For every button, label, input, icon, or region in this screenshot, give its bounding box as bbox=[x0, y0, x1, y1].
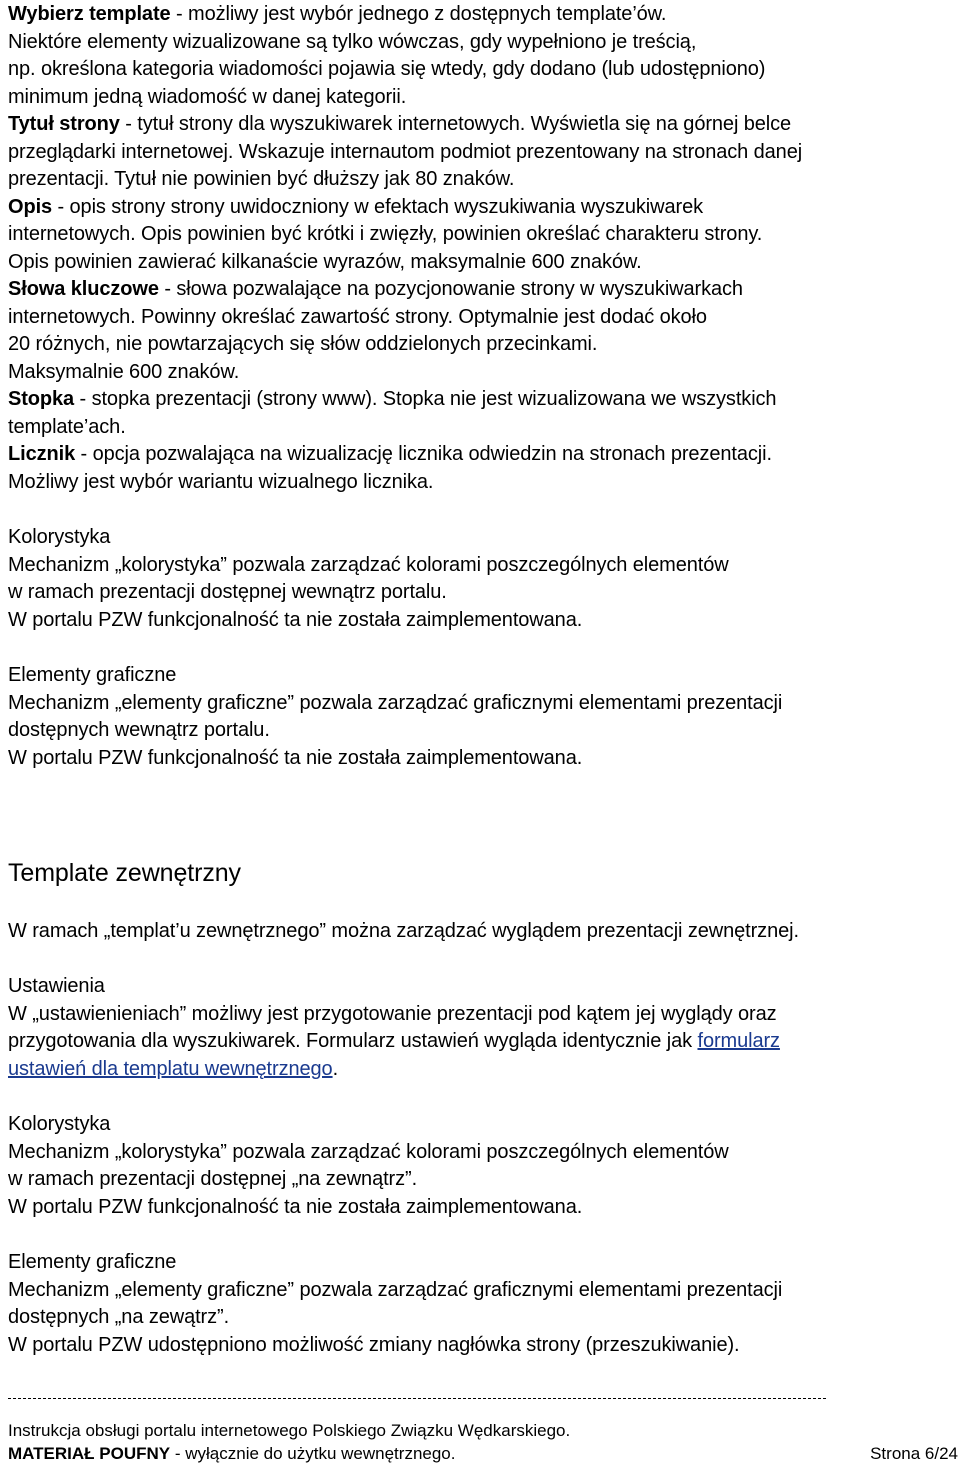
footer-divider bbox=[8, 1398, 826, 1399]
title-line-1 bbox=[8, 110, 791, 138]
settings-line-2-text: przygotowania dla wyszukiwarek. Formularz ustawień wygląda identycznie jak bbox=[8, 1030, 698, 1052]
title-line-3: prezentacji. Tytuł nie powinien być dłuższy jak 80 znaków. bbox=[8, 168, 515, 190]
colors-line-2: w ramach prezentacji dostępnej wewnątrz portalu. bbox=[8, 581, 447, 603]
ext-colors-line-1: Mechanizm „kolorystyka” pozwala zarządzać kolorami poszczególnych elementów bbox=[8, 1140, 729, 1163]
template-choice-text: - możliwy jest wybór jednego z dostępnych template’ów. bbox=[170, 3, 667, 25]
description-line-1 bbox=[8, 193, 703, 221]
settings-line-3 bbox=[8, 1055, 338, 1083]
footer-option-term: Stopka bbox=[8, 388, 75, 410]
keywords-line-2: internetowych. Powinny określać zawartość strony. Optymalnie jest dodać około bbox=[8, 305, 707, 328]
ext-graphics-line-2: dostępnych „na zewątrz”. bbox=[8, 1306, 230, 1328]
footer-manual-title: Instrukcja obsługi portalu internetowego Polskiego Związku Wędkarskiego. bbox=[8, 1421, 571, 1440]
footer-confidential-text: - wyłącznie do użytku wewnętrznego. bbox=[170, 1444, 456, 1463]
colors-line-3: W portalu PZW funkcjonalność ta nie została zaimplementowana. bbox=[8, 608, 583, 631]
settings-heading: Ustawienia bbox=[8, 975, 105, 997]
ext-graphics-line-1: Mechanizm „elementy graficzne” pozwala zarządzać graficznymi elementami prezentacji bbox=[8, 1278, 783, 1301]
ext-colors-line-3: W portalu PZW funkcjonalność ta nie została zaimplementowana. bbox=[8, 1195, 583, 1218]
title-text: - tytuł strony dla wyszukiwarek internetowych. Wyświetla się na górnej belce bbox=[119, 113, 792, 135]
graphics-line-2: dostępnych wewnątrz portalu. bbox=[8, 719, 270, 741]
title-line-2: przeglądarki internetowej. Wskazuje internautom podmiot prezentowany na stronach danej bbox=[8, 140, 803, 163]
graphics-line-3: W portalu PZW funkcjonalność ta nie została zaimplementowana. bbox=[8, 746, 583, 769]
colors-line-1: Mechanizm „kolorystyka” pozwala zarządzać kolorami poszczególnych elementów bbox=[8, 553, 729, 576]
keywords-text: - słowa pozwalające na pozycjonowanie strony w wyszukiwarkach bbox=[158, 278, 743, 300]
footer-option-line-1 bbox=[8, 385, 776, 413]
ext-graphics-heading: Elementy graficzne bbox=[8, 1251, 177, 1273]
graphics-heading: Elementy graficzne bbox=[8, 664, 177, 686]
footer-option-text: - stopka prezentacji (strony www). Stopka nie jest wizualizowana we wszystkich bbox=[74, 388, 777, 410]
settings-line-3-end: . bbox=[332, 1057, 339, 1080]
colors-heading: Kolorystyka bbox=[8, 526, 111, 548]
ext-colors-line-2: w ramach prezentacji dostępnej „na zewnątrz”. bbox=[8, 1168, 418, 1190]
description-term: Opis bbox=[8, 195, 53, 218]
keywords-line-3: 20 różnych, nie powtarzających się słów oddzielonych przecinkami. bbox=[8, 333, 598, 355]
template-choice-line-3: np. określona kategoria wiadomości pojawia się wtedy, gdy dodano (lub udostępniono) bbox=[8, 58, 766, 80]
settings-form-link[interactable]: formularz bbox=[697, 1030, 780, 1052]
settings-line-1: W „ustawienieniach” możliwy jest przygotowanie prezentacji pod kątem jej wyglądy oraz bbox=[8, 1002, 777, 1025]
template-choice-line-2: Niektóre elementy wizualizowane są tylko wówczas, gdy wypełniono je treścią, bbox=[8, 30, 697, 53]
footer-confidential bbox=[8, 1443, 455, 1465]
template-choice-line-4: minimum jedną wiadomość w danej kategorii. bbox=[8, 85, 407, 108]
section-intro: W ramach „templat’u zewnętrznego” można zarządzać wyglądem prezentacji zewnętrznej. bbox=[8, 920, 799, 942]
counter-line-1 bbox=[8, 440, 772, 468]
title-term: Tytuł strony bbox=[8, 113, 120, 135]
counter-term: Licznik bbox=[8, 443, 76, 465]
ext-colors-heading: Kolorystyka bbox=[8, 1113, 111, 1135]
page-number: Strona 6/24 bbox=[870, 1444, 958, 1463]
footer-confidential-label: MATERIAŁ POUFNY bbox=[8, 1444, 171, 1463]
ext-graphics-line-3: W portalu PZW udostępniono możliwość zmiany nagłówka strony (przeszukiwanie). bbox=[8, 1333, 740, 1356]
keywords-line-1 bbox=[8, 275, 743, 303]
section-title: Template zewnętrzny bbox=[8, 859, 241, 887]
counter-text: - opcja pozwalająca na wizualizację licznika odwiedzin na stronach prezentacji. bbox=[75, 443, 772, 465]
settings-form-link-continued[interactable]: ustawień dla templatu wewnętrznego bbox=[8, 1057, 333, 1080]
counter-line-2: Możliwy jest wybór wariantu wizualnego licznika. bbox=[8, 470, 434, 493]
keywords-term: Słowa kluczowe bbox=[8, 278, 159, 300]
description-text: - opis strony strony uwidoczniony w efektach wyszukiwania wyszukiwarek bbox=[52, 195, 703, 218]
description-line-3: Opis powinien zawierać kilkanaście wyrazów, maksymalnie 600 znaków. bbox=[8, 250, 642, 273]
description-line-2: internetowych. Opis powinien być krótki i zwięzły, powinien określać charakteru strony. bbox=[8, 223, 763, 245]
footer-option-line-2: template’ach. bbox=[8, 415, 126, 438]
settings-line-2 bbox=[8, 1027, 780, 1055]
template-choice-term: Wybierz template bbox=[8, 3, 171, 25]
keywords-line-4: Maksymalnie 600 znaków. bbox=[8, 360, 240, 383]
graphics-line-1: Mechanizm „elementy graficzne” pozwala zarządzać graficznymi elementami prezentacji bbox=[8, 691, 783, 714]
template-choice-line-1 bbox=[8, 0, 666, 28]
